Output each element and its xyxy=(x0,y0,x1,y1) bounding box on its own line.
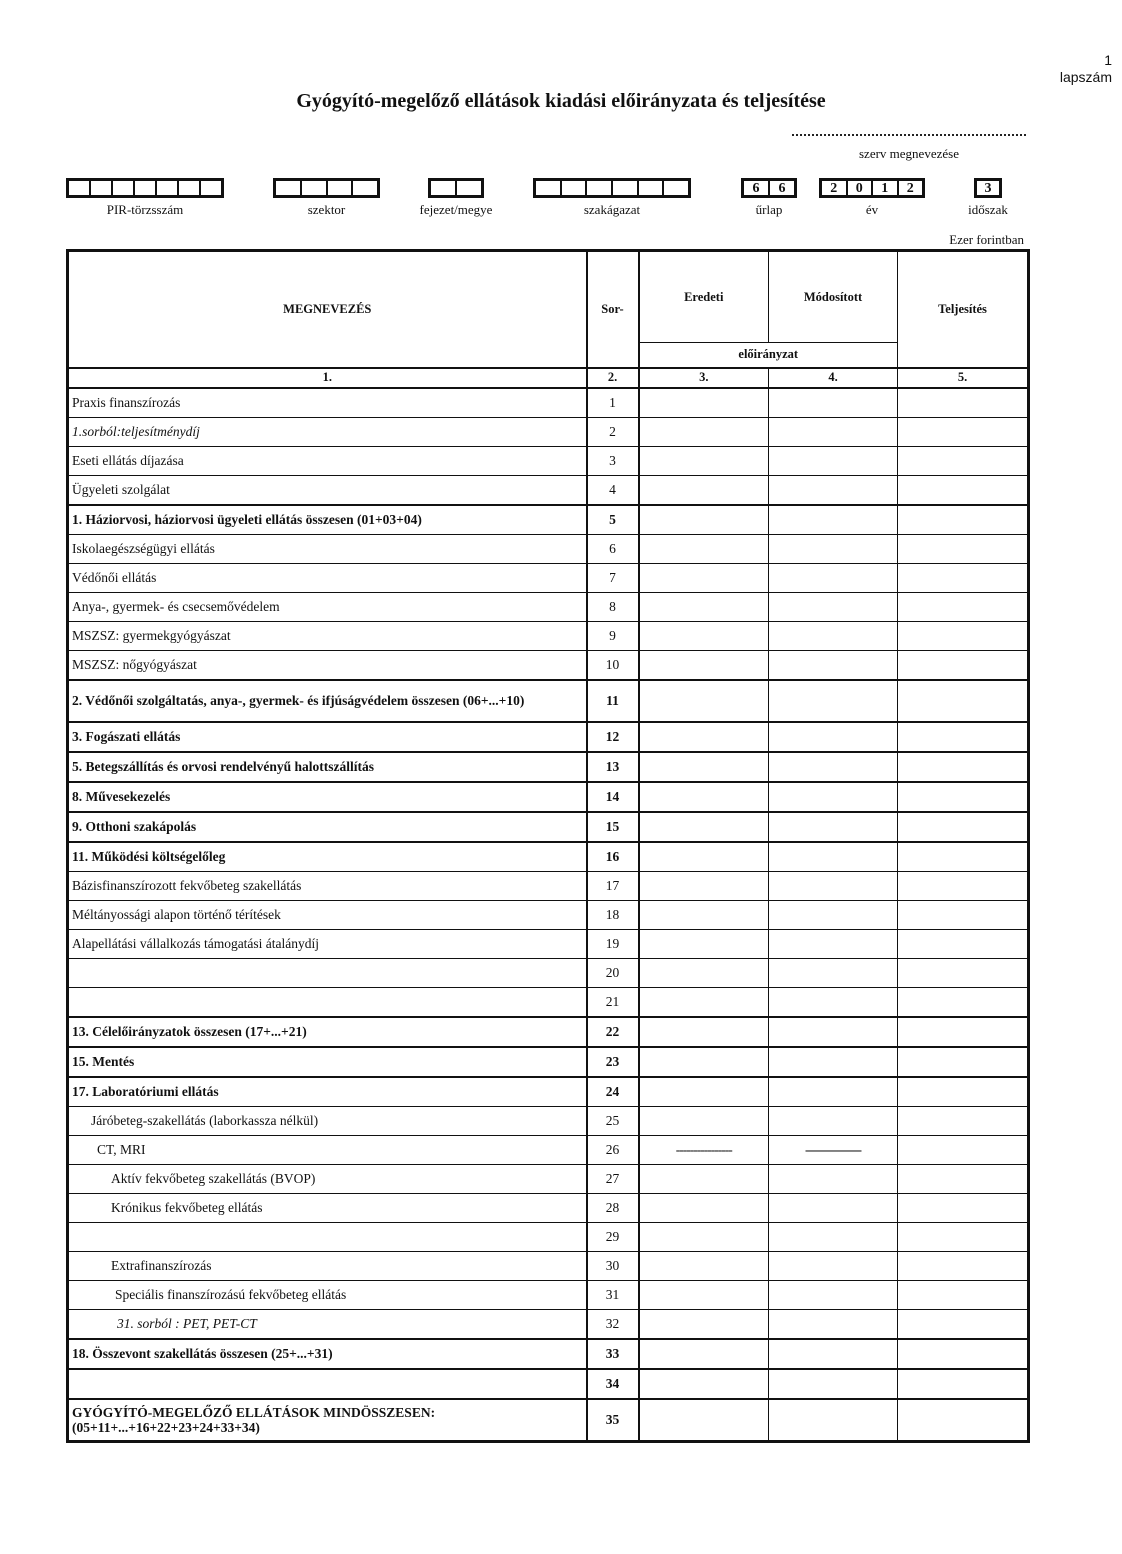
performance-value-cell[interactable] xyxy=(898,621,1029,650)
col-number-1: 1. xyxy=(68,368,587,388)
table-row xyxy=(68,1106,1029,1135)
row-label: Aktív fekvőbeteg szakellátás (BVOP) xyxy=(68,1164,587,1193)
original-value-cell[interactable] xyxy=(639,475,769,505)
table-row xyxy=(68,842,1029,872)
row-number: 18 xyxy=(587,900,639,929)
table-row xyxy=(68,1164,1029,1193)
original-value-cell[interactable] xyxy=(639,752,769,782)
sector-code-label: szektor xyxy=(307,202,346,217)
code-digit-cell[interactable] xyxy=(587,181,613,195)
header-name: MEGNEVEZÉS xyxy=(68,251,587,368)
table-row xyxy=(68,446,1029,475)
modified-value-cell[interactable] xyxy=(769,621,898,650)
performance-value-cell[interactable] xyxy=(898,1135,1029,1164)
modified-value-cell[interactable] xyxy=(769,1399,898,1442)
table-row xyxy=(68,1222,1029,1251)
code-digit-cell[interactable] xyxy=(562,181,588,195)
original-value-cell[interactable] xyxy=(639,1339,769,1369)
performance-value-cell[interactable] xyxy=(898,900,1029,929)
table-row xyxy=(68,752,1029,782)
modified-value-cell[interactable] xyxy=(769,475,898,505)
row-label xyxy=(68,1369,587,1399)
form-code-field[interactable] xyxy=(741,178,797,198)
sector-code-field[interactable] xyxy=(273,178,380,198)
table-row xyxy=(68,1135,1029,1164)
modified-value-cell[interactable] xyxy=(769,680,898,722)
modified-value-cell[interactable] xyxy=(769,505,898,535)
original-value-cell[interactable] xyxy=(639,987,769,1017)
row-label: GYÓGYÍTÓ-MEGELŐZŐ ELLÁTÁSOK MINDÖSSZESEN: (05+11+...+16+22+23+24+33+34) xyxy=(68,1399,587,1442)
table-row xyxy=(68,1309,1029,1339)
row-number: 24 xyxy=(587,1077,639,1107)
code-digit-cell[interactable]: 6 xyxy=(778,181,786,196)
branch-code-label: szakágazat xyxy=(583,202,641,217)
row-label xyxy=(68,1222,587,1251)
code-digit-cell[interactable]: 2 xyxy=(906,181,914,196)
row-number: 28 xyxy=(587,1193,639,1222)
modified-value-cell[interactable] xyxy=(769,987,898,1017)
modified-value-cell[interactable] xyxy=(769,1339,898,1369)
chapter-code-label: fejezet/megye xyxy=(419,202,493,217)
original-value-cell[interactable] xyxy=(639,563,769,592)
modified-value-cell[interactable] xyxy=(769,1280,898,1309)
table-row xyxy=(68,1077,1029,1107)
performance-value-cell[interactable] xyxy=(898,722,1029,752)
performance-value-cell[interactable] xyxy=(898,650,1029,680)
code-digit-cell[interactable] xyxy=(113,181,135,195)
original-value-cell[interactable] xyxy=(639,446,769,475)
performance-value-cell[interactable] xyxy=(898,475,1029,505)
row-number: 26 xyxy=(587,1135,639,1164)
modified-value-cell[interactable] xyxy=(769,1309,898,1339)
page-number-label: lapszám xyxy=(1059,69,1112,85)
modified-value-cell[interactable] xyxy=(769,592,898,621)
original-value-cell[interactable] xyxy=(639,958,769,987)
row-number: 5 xyxy=(587,505,639,535)
pir-code-field[interactable] xyxy=(66,178,224,198)
row-number: 21 xyxy=(587,987,639,1017)
period-code-label: időszak xyxy=(968,202,1008,217)
table-row xyxy=(68,1369,1029,1399)
table-row xyxy=(68,534,1029,563)
table-row xyxy=(68,929,1029,958)
performance-value-cell[interactable] xyxy=(898,1193,1029,1222)
header-original: Eredeti xyxy=(639,251,769,343)
code-digit-cell[interactable] xyxy=(157,181,179,195)
table-row xyxy=(68,958,1029,987)
code-digit-cell[interactable] xyxy=(91,181,113,195)
performance-value-cell[interactable] xyxy=(898,563,1029,592)
row-number: 16 xyxy=(587,842,639,872)
code-digit-cell[interactable]: 6 xyxy=(744,181,770,195)
original-value-cell[interactable] xyxy=(639,1369,769,1399)
table-row xyxy=(68,722,1029,752)
table-row xyxy=(68,650,1029,680)
form-code-label: űrlap xyxy=(755,202,783,217)
performance-value-cell[interactable] xyxy=(898,505,1029,535)
row-label: Méltányossági alapon történő térítések xyxy=(68,900,587,929)
table-row xyxy=(68,1399,1029,1442)
performance-value-cell[interactable] xyxy=(898,388,1029,418)
modified-value-cell[interactable] xyxy=(769,388,898,418)
table-row xyxy=(68,680,1029,722)
row-number: 29 xyxy=(587,1222,639,1251)
row-label: Bázisfinanszírozott fekvőbeteg szakellátás xyxy=(68,871,587,900)
table-row xyxy=(68,388,1029,418)
performance-value-cell[interactable] xyxy=(898,871,1029,900)
modified-value-cell[interactable] xyxy=(769,534,898,563)
table-row xyxy=(68,812,1029,842)
modified-value-cell[interactable] xyxy=(769,1164,898,1193)
year-code-field[interactable] xyxy=(819,178,925,198)
original-value-cell[interactable] xyxy=(639,621,769,650)
row-label: 1.sorból:teljesítménydíj xyxy=(68,417,587,446)
row-label: 18. Összevont szakellátás összesen (25+...+31) xyxy=(68,1339,587,1369)
row-number: 9 xyxy=(587,621,639,650)
performance-value-cell[interactable] xyxy=(898,1339,1029,1369)
performance-value-cell[interactable] xyxy=(898,1251,1029,1280)
row-label: CT, MRI xyxy=(68,1135,587,1164)
row-number: 14 xyxy=(587,782,639,812)
original-value-cell[interactable] xyxy=(639,1047,769,1077)
row-number: 4 xyxy=(587,475,639,505)
row-label: Extrafinanszírozás xyxy=(68,1251,587,1280)
header-performance: Teljesítés xyxy=(898,251,1029,368)
table-row xyxy=(68,987,1029,1017)
row-number: 10 xyxy=(587,650,639,680)
col-number-2: 2. xyxy=(587,368,639,388)
performance-value-cell[interactable] xyxy=(898,987,1029,1017)
row-number: 3 xyxy=(587,446,639,475)
performance-value-cell[interactable] xyxy=(898,958,1029,987)
original-value-cell[interactable] xyxy=(639,1106,769,1135)
page-number xyxy=(1060,52,1112,86)
performance-value-cell[interactable] xyxy=(898,1017,1029,1047)
original-value-cell[interactable] xyxy=(639,842,769,872)
modified-value-cell[interactable] xyxy=(769,871,898,900)
code-digit-cell[interactable] xyxy=(69,181,91,195)
row-label: Járóbeteg-szakellátás (laborkassza nélkül) xyxy=(68,1106,587,1135)
original-value-cell[interactable] xyxy=(639,680,769,722)
original-value-cell[interactable] xyxy=(639,722,769,752)
table-row xyxy=(68,900,1029,929)
page-number-value: 1 xyxy=(1104,52,1112,68)
row-label: Speciális finanszírozású fekvőbeteg ellátás xyxy=(68,1280,587,1309)
performance-value-cell[interactable] xyxy=(898,534,1029,563)
performance-value-cell[interactable] xyxy=(898,812,1029,842)
row-label: Alapellátási vállalkozás támogatási átalánydíj xyxy=(68,929,587,958)
row-label: 3. Fogászati ellátás xyxy=(68,722,587,752)
modified-value-cell[interactable] xyxy=(769,842,898,872)
modified-value-cell[interactable] xyxy=(769,1047,898,1077)
row-label: Praxis finanszírozás xyxy=(68,388,587,418)
row-label xyxy=(68,987,587,1017)
performance-value-cell[interactable] xyxy=(898,1369,1029,1399)
row-label: Védőnői ellátás xyxy=(68,563,587,592)
row-number: 2 xyxy=(587,417,639,446)
modified-value-cell[interactable] xyxy=(769,1222,898,1251)
modified-value-cell[interactable] xyxy=(769,563,898,592)
code-digit-cell[interactable]: 2 xyxy=(822,181,848,195)
table-row xyxy=(68,1017,1029,1047)
code-digit-cell[interactable] xyxy=(353,181,377,195)
code-digit-cell[interactable] xyxy=(536,181,562,195)
original-value-cell[interactable] xyxy=(639,534,769,563)
code-digit-cell[interactable] xyxy=(302,181,328,195)
code-digit-cell[interactable] xyxy=(135,181,157,195)
table-row xyxy=(68,563,1029,592)
pir-code-label: PIR-törzsszám xyxy=(106,202,184,217)
original-value-cell[interactable] xyxy=(639,1280,769,1309)
row-number: 22 xyxy=(587,1017,639,1047)
modified-value-cell[interactable] xyxy=(769,446,898,475)
appropriation-table xyxy=(66,249,1030,1443)
row-label: 13. Célelőirányzatok összesen (17+...+21) xyxy=(68,1017,587,1047)
table-row xyxy=(68,505,1029,535)
modified-value-cell[interactable] xyxy=(769,1017,898,1047)
period-code-field[interactable] xyxy=(974,178,1002,198)
performance-value-cell[interactable] xyxy=(898,680,1029,722)
performance-value-cell[interactable] xyxy=(898,1164,1029,1193)
original-value-cell[interactable] xyxy=(639,592,769,621)
row-number: 25 xyxy=(587,1106,639,1135)
original-value-cell[interactable] xyxy=(639,871,769,900)
row-number: 7 xyxy=(587,563,639,592)
modified-value-cell[interactable] xyxy=(769,1369,898,1399)
row-number: 34 xyxy=(587,1369,639,1399)
modified-value-cell[interactable] xyxy=(769,1077,898,1107)
row-label: 31. sorból : PET, PET-CT xyxy=(68,1309,587,1339)
table-row xyxy=(68,1339,1029,1369)
row-number: 20 xyxy=(587,958,639,987)
col-number-4: 4. xyxy=(769,368,898,388)
row-number: 8 xyxy=(587,592,639,621)
performance-value-cell[interactable] xyxy=(898,446,1029,475)
row-label: 8. Művesekezelés xyxy=(68,782,587,812)
code-digit-cell[interactable] xyxy=(276,181,302,195)
performance-value-cell[interactable] xyxy=(898,752,1029,782)
original-value-cell[interactable] xyxy=(639,900,769,929)
row-label: 17. Laboratóriumi ellátás xyxy=(68,1077,587,1107)
row-number: 30 xyxy=(587,1251,639,1280)
table-row xyxy=(68,871,1029,900)
table-row xyxy=(68,475,1029,505)
performance-value-cell[interactable] xyxy=(898,592,1029,621)
table-row xyxy=(68,1047,1029,1077)
row-label: 11. Működési költségelőleg xyxy=(68,842,587,872)
modified-value-cell[interactable] xyxy=(769,417,898,446)
original-value-cell[interactable] xyxy=(639,812,769,842)
org-name-field[interactable] xyxy=(792,134,1026,136)
modified-value-cell[interactable] xyxy=(769,752,898,782)
row-number: 13 xyxy=(587,752,639,782)
modified-value-cell[interactable] xyxy=(769,1193,898,1222)
row-number: 17 xyxy=(587,871,639,900)
table-row xyxy=(68,782,1029,812)
original-value-cell[interactable] xyxy=(639,388,769,418)
code-digit-cell[interactable]: 3 xyxy=(984,181,992,196)
performance-value-cell[interactable] xyxy=(898,1280,1029,1309)
modified-value-cell[interactable] xyxy=(769,900,898,929)
original-value-cell[interactable] xyxy=(639,1193,769,1222)
performance-value-cell[interactable] xyxy=(898,1106,1029,1135)
table-row xyxy=(68,417,1029,446)
code-digit-cell[interactable] xyxy=(639,181,665,195)
performance-value-cell[interactable] xyxy=(898,1047,1029,1077)
row-label: MSZSZ: gyermekgyógyászat xyxy=(68,621,587,650)
original-value-cell[interactable] xyxy=(639,1222,769,1251)
performance-value-cell[interactable] xyxy=(898,417,1029,446)
modified-value-cell[interactable]: ---------------- xyxy=(769,1135,898,1164)
header-row-number: Sor- xyxy=(587,251,639,368)
modified-value-cell[interactable] xyxy=(769,650,898,680)
header-appropriation: előirányzat xyxy=(639,343,898,368)
row-label: Anya-, gyermek- és csecsemővédelem xyxy=(68,592,587,621)
original-value-cell[interactable] xyxy=(639,417,769,446)
row-label: Eseti ellátás díjazása xyxy=(68,446,587,475)
original-value-cell[interactable] xyxy=(639,929,769,958)
col-number-5: 5. xyxy=(898,368,1029,388)
unit-label: Ezer forintban xyxy=(949,232,1024,247)
original-value-cell[interactable] xyxy=(639,1017,769,1047)
row-number: 27 xyxy=(587,1164,639,1193)
modified-value-cell[interactable] xyxy=(769,1106,898,1135)
code-digit-cell[interactable] xyxy=(457,181,481,195)
form-title: Gyógyító-megelőző ellátások kiadási előirányzata és teljesítése xyxy=(296,90,826,112)
modified-value-cell[interactable] xyxy=(769,1251,898,1280)
performance-value-cell[interactable] xyxy=(898,782,1029,812)
row-label: Krónikus fekvőbeteg ellátás xyxy=(68,1193,587,1222)
modified-value-cell[interactable] xyxy=(769,812,898,842)
code-digit-cell[interactable] xyxy=(328,181,354,195)
row-number: 31 xyxy=(587,1280,639,1309)
performance-value-cell[interactable] xyxy=(898,1077,1029,1107)
row-label: 9. Otthoni szakápolás xyxy=(68,812,587,842)
row-number: 15 xyxy=(587,812,639,842)
table-row xyxy=(68,1280,1029,1309)
original-value-cell[interactable] xyxy=(639,1251,769,1280)
original-value-cell[interactable] xyxy=(639,782,769,812)
original-value-cell[interactable] xyxy=(639,1164,769,1193)
col-number-3: 3. xyxy=(639,368,769,388)
code-digit-cell[interactable] xyxy=(664,181,688,195)
performance-value-cell[interactable] xyxy=(898,1309,1029,1339)
original-value-cell[interactable] xyxy=(639,1077,769,1107)
year-code-label: év xyxy=(865,202,879,217)
chapter-code-field[interactable] xyxy=(428,178,484,198)
row-number: 23 xyxy=(587,1047,639,1077)
modified-value-cell[interactable] xyxy=(769,929,898,958)
row-number: 11 xyxy=(587,680,639,722)
modified-value-cell[interactable] xyxy=(769,958,898,987)
performance-value-cell[interactable] xyxy=(898,842,1029,872)
original-value-cell[interactable] xyxy=(639,650,769,680)
row-number: 19 xyxy=(587,929,639,958)
row-number: 35 xyxy=(587,1399,639,1442)
row-number: 33 xyxy=(587,1339,639,1369)
original-value-cell[interactable]: ---------------- xyxy=(639,1135,769,1164)
row-label: 15. Mentés xyxy=(68,1047,587,1077)
row-label: 2. Védőnői szolgáltatás, anya-, gyermek- és ifjúságvédelem összesen (06+...+10) xyxy=(68,680,587,722)
original-value-cell[interactable] xyxy=(639,1309,769,1339)
code-digit-cell[interactable]: 0 xyxy=(848,181,874,195)
table-row xyxy=(68,1193,1029,1222)
table-row xyxy=(68,1251,1029,1280)
table-row xyxy=(68,621,1029,650)
branch-code-field[interactable] xyxy=(533,178,691,198)
code-digit-cell[interactable] xyxy=(431,181,457,195)
code-digit-cell[interactable] xyxy=(201,181,221,195)
code-digit-cell[interactable]: 1 xyxy=(873,181,899,195)
modified-value-cell[interactable] xyxy=(769,782,898,812)
row-label: MSZSZ: nőgyógyászat xyxy=(68,650,587,680)
org-name-label: szerv megnevezése xyxy=(859,146,959,161)
row-label xyxy=(68,958,587,987)
header-modified: Módosított xyxy=(769,251,898,343)
row-label: Ügyeleti szolgálat xyxy=(68,475,587,505)
row-label: 1. Háziorvosi, háziorvosi ügyeleti ellátás összesen (01+03+04) xyxy=(68,505,587,535)
performance-value-cell[interactable] xyxy=(898,1399,1029,1442)
original-value-cell[interactable] xyxy=(639,1399,769,1442)
table-row xyxy=(68,592,1029,621)
performance-value-cell[interactable] xyxy=(898,1222,1029,1251)
code-digit-cell[interactable] xyxy=(613,181,639,195)
row-number: 6 xyxy=(587,534,639,563)
row-number: 12 xyxy=(587,722,639,752)
performance-value-cell[interactable] xyxy=(898,929,1029,958)
row-label: Iskolaegészségügyi ellátás xyxy=(68,534,587,563)
code-digit-cell[interactable] xyxy=(179,181,201,195)
row-number: 32 xyxy=(587,1309,639,1339)
row-number: 1 xyxy=(587,388,639,418)
row-label: 5. Betegszállítás és orvosi rendelvényű halottszállítás xyxy=(68,752,587,782)
modified-value-cell[interactable] xyxy=(769,722,898,752)
original-value-cell[interactable] xyxy=(639,505,769,535)
